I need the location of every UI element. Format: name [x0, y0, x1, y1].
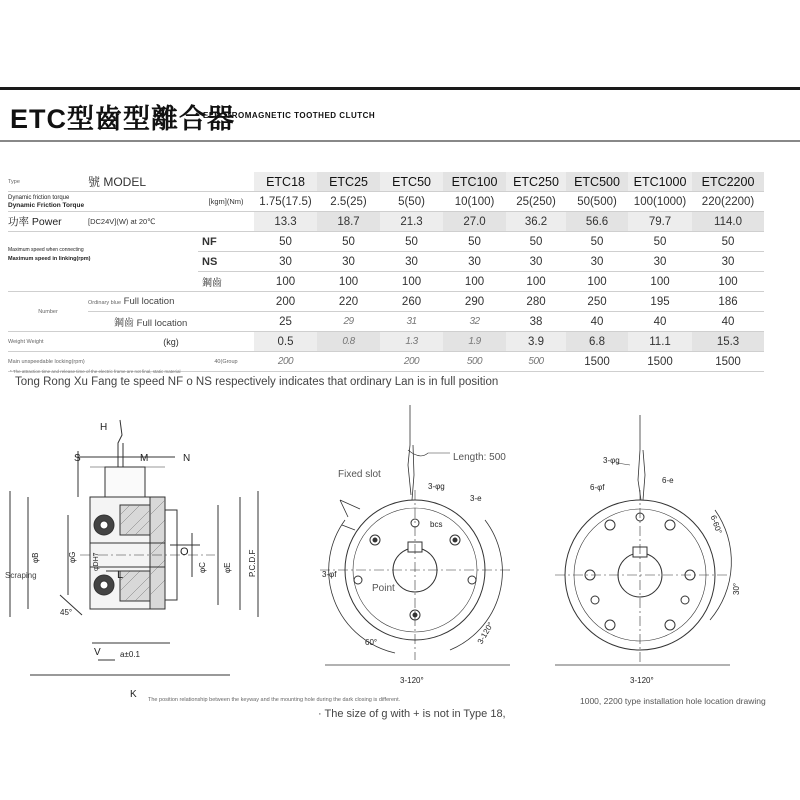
dim-label-phic: φC: [198, 562, 207, 573]
speed-cell: 50: [443, 232, 506, 252]
type-label: Type: [8, 172, 88, 192]
speed-cell: 50: [254, 232, 317, 252]
number-cell: 195: [628, 292, 692, 312]
speed-cell: 50: [628, 232, 692, 252]
torque-unit: [kgm](Nm): [198, 192, 254, 212]
speed2-cell: 200: [380, 352, 443, 372]
hole-label-phif: 6-φf: [590, 483, 605, 492]
dim-label-pcd: P.C.D.F: [248, 549, 257, 577]
speed-cell: 30: [692, 252, 764, 272]
speed-cell: 30: [317, 252, 380, 272]
speed2-note: 40(Group: [198, 352, 254, 372]
hole-label-e: 6-e: [662, 476, 674, 485]
top-rule: [0, 87, 800, 90]
speed-cell: 50: [692, 232, 764, 252]
dim-label-phid: φDH7: [93, 552, 100, 571]
front-view-6hole-drawing: [555, 405, 775, 695]
power-label: 功率 Power: [8, 212, 88, 232]
speed-sub-ns: NS: [198, 252, 254, 272]
angle-label-bottom: 3-120°: [400, 676, 424, 685]
torque-cell: 25(250): [506, 192, 566, 212]
speed-cell: 100: [506, 272, 566, 292]
torque-cell: 2.5(25): [317, 192, 380, 212]
dim-label-s: S: [74, 453, 81, 464]
speed-cell: 100: [254, 272, 317, 292]
dim-label-phig: φG: [68, 551, 77, 563]
title-rule: [0, 140, 800, 142]
weight-cell: 11.1: [628, 332, 692, 352]
type1000-caption: 1000, 2200 type installation hole location drawing: [580, 696, 766, 706]
power-cell: 114.0: [692, 212, 764, 232]
spec-table: [8, 172, 764, 372]
speed-cell: 100: [317, 272, 380, 292]
torque-label-main: Dynamic Friction Torque: [8, 201, 85, 209]
number-sub-ordinary: [88, 292, 254, 312]
front-view-drawing: [280, 405, 550, 700]
dim-label-v: V: [94, 647, 101, 658]
power-cell: 56.6: [566, 212, 628, 232]
speed-cell: 30: [506, 252, 566, 272]
dim-label-bcs: bcs: [430, 520, 443, 529]
power-cell: 13.3: [254, 212, 317, 232]
weight-cell: 3.9: [506, 332, 566, 352]
number-cell: 29: [317, 312, 380, 332]
dim-label-h: H: [100, 422, 108, 433]
speed2-cell: 500: [443, 352, 506, 372]
model-cell: ETC1000: [628, 172, 692, 192]
speed-label-main: Maximum speed in linking(rpm): [8, 256, 91, 262]
dim-label-m: M: [140, 453, 149, 464]
dim-label-phib: φB: [31, 552, 40, 563]
number-cell: 32: [443, 312, 506, 332]
speed-cell: 100: [380, 272, 443, 292]
torque-label-small: Dynamic friction torque: [8, 194, 70, 201]
torque-cell: 1.75(17.5): [254, 192, 317, 212]
model-label: 號 MODEL: [88, 172, 254, 192]
number-cell: 290: [443, 292, 506, 312]
speed-label-small: Maximum speed when connecting: [8, 247, 84, 253]
speed-cell: 50: [380, 232, 443, 252]
number-cell: 40: [566, 312, 628, 332]
torque-cell: 50(500): [566, 192, 628, 212]
number-cell: 260: [380, 292, 443, 312]
number-cell: 200: [254, 292, 317, 312]
number-cell: 220: [317, 292, 380, 312]
hole-label-phig: 3-φg: [603, 456, 620, 465]
model-cell: ETC100: [443, 172, 506, 192]
speed2-cell: [317, 352, 380, 372]
power-cell: 18.7: [317, 212, 380, 232]
weight-cell: 0.5: [254, 332, 317, 352]
speed-cell: 30: [254, 252, 317, 272]
hole-label-phig: 3-φg: [428, 482, 445, 491]
dim-label-angle: 45°: [60, 608, 73, 617]
number-cell: 25: [254, 312, 317, 332]
angle-label-30: 30°: [732, 582, 741, 595]
table-row-number-steel: [8, 312, 764, 332]
speed2-cell: 1500: [628, 352, 692, 372]
number-label: Number: [8, 292, 88, 332]
speed-cell: 100: [692, 272, 764, 292]
scraping-label: Scraping: [5, 571, 37, 580]
number-prefix: Ordinary blue: [88, 300, 122, 306]
fixed-slot-label: Fixed slot: [338, 469, 381, 480]
model-cell: ETC50: [380, 172, 443, 192]
model-cell: ETC250: [506, 172, 566, 192]
weight-cell: 0.8: [317, 332, 380, 352]
weight-unit: (kg): [88, 332, 254, 352]
number-cell: 280: [506, 292, 566, 312]
angle-label-60: 60°: [365, 638, 378, 647]
length-label: Length: 500: [453, 452, 506, 463]
torque-cell: 10(100): [443, 192, 506, 212]
number-sub-label: Full location: [123, 296, 175, 307]
speed-note: Tong Rong Xu Fang te speed NF o NS respectively indicates that ordinary Lan is in full position: [15, 376, 499, 388]
cross-section-drawing: [0, 405, 275, 705]
speed-cell: 50: [506, 232, 566, 252]
power-cell: 79.7: [628, 212, 692, 232]
angle-label-bottom: 3-120°: [630, 676, 654, 685]
table-row-weight: [8, 332, 764, 352]
footnote-small: * The attraction time and release time of the electric frame are not final, static material: [10, 369, 181, 374]
number-cell: 40: [628, 312, 692, 332]
speed-cell: 30: [443, 252, 506, 272]
number-cell: 40: [692, 312, 764, 332]
number-cell: 250: [566, 292, 628, 312]
table-row-model: [8, 172, 764, 192]
number-sub-label: Full location: [136, 318, 188, 329]
number-sub-steel: [88, 312, 254, 332]
number-cell: 38: [506, 312, 566, 332]
speed-sub-steel: 鋼齒: [198, 272, 254, 292]
torque-cell: 220(2200): [692, 192, 764, 212]
speed-label: [8, 232, 198, 292]
torque-cell: 5(50): [380, 192, 443, 212]
table-row-number-ordinary: [8, 292, 764, 312]
dim-label-o: O: [180, 546, 189, 558]
power-cell: 21.3: [380, 212, 443, 232]
speed-cell: 30: [380, 252, 443, 272]
power-cell: 36.2: [506, 212, 566, 232]
model-cell: ETC2200: [692, 172, 764, 192]
dim-label-n: N: [183, 453, 191, 464]
table-row-power: [8, 212, 764, 232]
point-label: Point: [372, 583, 395, 594]
angle-label-120: 3-120°: [475, 620, 496, 646]
speed2-cell: 200: [254, 352, 317, 372]
model-cell: ETC25: [317, 172, 380, 192]
weight-cell: 1.9: [443, 332, 506, 352]
hole-label-e: 3-e: [470, 494, 482, 503]
dim-label-k: K: [130, 689, 137, 700]
speed-cell: 30: [566, 252, 628, 272]
speed2-cell: 500: [506, 352, 566, 372]
model-cell: ETC500: [566, 172, 628, 192]
hole-label-phif: 3-φf: [322, 570, 337, 579]
table-row-torque: [8, 192, 764, 212]
speed-sub-nf: NF: [198, 232, 254, 252]
power-unit: [DC24V](W) at 20℃: [88, 212, 254, 232]
weight-cell: 1.3: [380, 332, 443, 352]
speed2-cell: 1500: [692, 352, 764, 372]
weight-label: Weight Weight: [8, 332, 88, 352]
speed-cell: 100: [443, 272, 506, 292]
speed-cell: 50: [317, 232, 380, 252]
speed2-label: Main unspeedable locking(rpm): [8, 352, 198, 372]
power-cell: 27.0: [443, 212, 506, 232]
page-title: ETC型齒型離合器: [10, 104, 235, 134]
model-cell: ETC18: [254, 172, 317, 192]
number-prefix: 鋼齒: [114, 318, 134, 329]
angle-label-60: 6-60°: [708, 513, 724, 536]
weight-cell: 15.3: [692, 332, 764, 352]
type18-caption: · The size of g with + is not in Type 18,: [318, 708, 506, 720]
dim-label-l: L: [117, 569, 124, 581]
number-cell: 31: [380, 312, 443, 332]
speed-cell: 100: [628, 272, 692, 292]
speed-cell: 50: [566, 232, 628, 252]
dim-label-phie: φE: [223, 562, 232, 573]
page-subtitle: ELECTROMAGNETIC TOOTHED CLUTCH: [203, 111, 376, 120]
speed-cell: 30: [628, 252, 692, 272]
speed-cell: 100: [566, 272, 628, 292]
speed2-cell: 1500: [566, 352, 628, 372]
dim-label-tol: a±0.1: [120, 650, 140, 659]
keyway-caption: The position relationship between the keyway and the mounting hole during the dark closing is different.: [148, 697, 401, 703]
table-row-speed-nf: [8, 232, 764, 252]
number-cell: 186: [692, 292, 764, 312]
weight-cell: 6.8: [566, 332, 628, 352]
torque-cell: 100(1000): [628, 192, 692, 212]
torque-label: [8, 192, 198, 212]
